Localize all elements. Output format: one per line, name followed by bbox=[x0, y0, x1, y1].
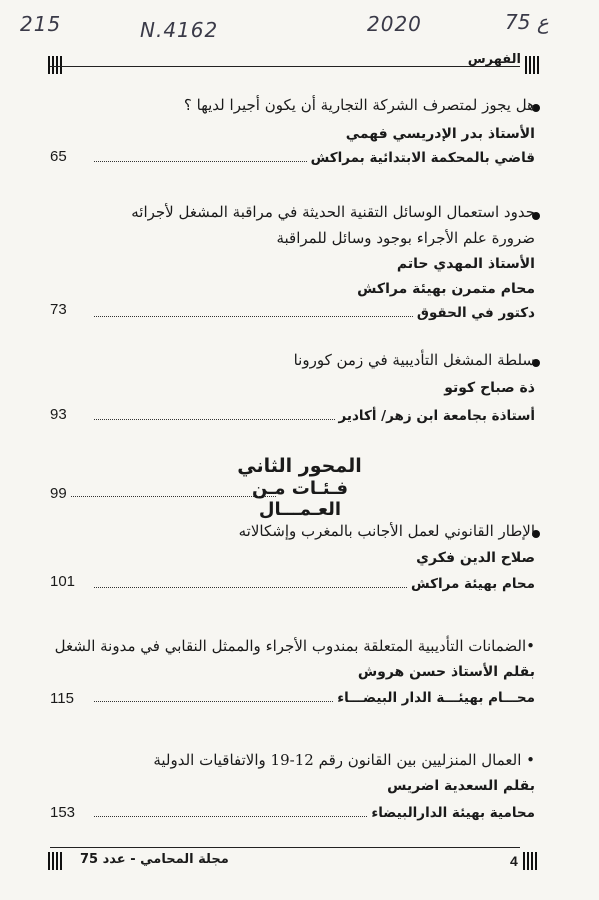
entry-affiliation: أستاذة بجامعة ابن زهر/ أكادير bbox=[338, 408, 535, 424]
entry-author: ذة صباح كوتو bbox=[444, 380, 535, 396]
header-left-bars bbox=[48, 56, 62, 74]
header-right-bars bbox=[525, 56, 539, 74]
entry-author-role: محام متمرن بهيئة مراكش bbox=[357, 281, 535, 297]
entry-affiliation: محامية بهيئة الدارالبيضاء bbox=[371, 805, 535, 821]
entry-title: حدود استعمال الوسائل التقنية الحديثة في مراقبة المشغل لأجرائه bbox=[131, 203, 535, 221]
dot-leader bbox=[94, 587, 407, 588]
dot-leader bbox=[94, 161, 307, 162]
entry-page-number: 65 bbox=[50, 148, 67, 165]
header-title: الفهرس bbox=[467, 52, 521, 67]
handwritten-code-left: 215 bbox=[20, 12, 62, 36]
entry-author: صلاح الدين فكري bbox=[416, 550, 535, 566]
entry-title-line2: ضرورة علم الأجراء بوجود وسائل للمراقبة bbox=[276, 229, 535, 247]
entry-title: الإطار القانوني لعمل الأجانب بالمغرب وإشكالاته bbox=[238, 522, 535, 540]
entry-author: الأستاذ المهدي حاتم bbox=[396, 256, 535, 272]
dot-leader bbox=[94, 316, 413, 317]
entry-author: الأستاذ بدر الإدريسي فهمي bbox=[345, 126, 535, 142]
entry-affiliation-row bbox=[90, 686, 535, 706]
entry-title: هل يجوز لمتصرف الشركة التجارية أن يكون أجيرا لديها ؟ bbox=[183, 96, 535, 114]
entry-page-number: 101 bbox=[50, 573, 76, 590]
footer-journal: مجلة المحامي - عدد 75 bbox=[80, 852, 229, 867]
entry-affiliation-row bbox=[90, 572, 535, 592]
entry-page-number: 93 bbox=[50, 406, 67, 423]
dot-leader bbox=[94, 816, 367, 817]
handwritten-year: 2020 bbox=[367, 12, 422, 36]
entry-affiliation: محـــام بهيئـــة الدار البيضـــاء bbox=[337, 690, 535, 706]
entry-affiliation-row bbox=[90, 404, 535, 424]
footer-rule bbox=[50, 847, 520, 848]
handwritten-catalog-number: N.4162 bbox=[140, 18, 219, 42]
entry-page-number: 153 bbox=[50, 804, 76, 821]
entry-title: سلطة المشغل التأديبية في زمن كورونا bbox=[293, 351, 535, 369]
dot-leader bbox=[94, 419, 335, 420]
entry-title: • العمال المنزليين بين القانون رقم 12-19 والاتفاقيات الدولية bbox=[153, 751, 535, 769]
entry-page-number: 73 bbox=[50, 301, 67, 318]
entry-affiliation: دكتور في الحقوق bbox=[416, 305, 535, 321]
section-heading: المحور الثاني bbox=[237, 455, 362, 477]
footer-left-bars bbox=[48, 852, 62, 870]
entry-affiliation: قاضي بالمحكمة الابتدائية بمراكش bbox=[310, 150, 535, 166]
entry-author: بقلم الأستاذ حسن هروش bbox=[357, 664, 535, 680]
entry-affiliation: محام بهيئة مراكش bbox=[411, 576, 535, 592]
entry-title: •الضمانات التأديبية المتعلقة بمندوب الأجراء والممثل النقابي في مدونة الشغل bbox=[54, 637, 535, 655]
section-subheading: فـئـات مـن العـمـــال bbox=[251, 478, 349, 520]
entry-affiliation-row bbox=[90, 801, 535, 821]
handwritten-issue: 75 ع bbox=[505, 10, 549, 34]
entry-page-number: 115 bbox=[50, 690, 74, 707]
entry-affiliation-row bbox=[90, 301, 535, 321]
section-page-number: 99 bbox=[50, 485, 67, 502]
dot-leader bbox=[94, 701, 333, 702]
footer-right-bars bbox=[523, 852, 537, 870]
footer-page-number: 4 bbox=[510, 853, 518, 869]
header-rule bbox=[50, 66, 520, 67]
entry-author: بقلم السعدية اضريس bbox=[387, 778, 535, 794]
entry-affiliation-row bbox=[90, 146, 535, 166]
